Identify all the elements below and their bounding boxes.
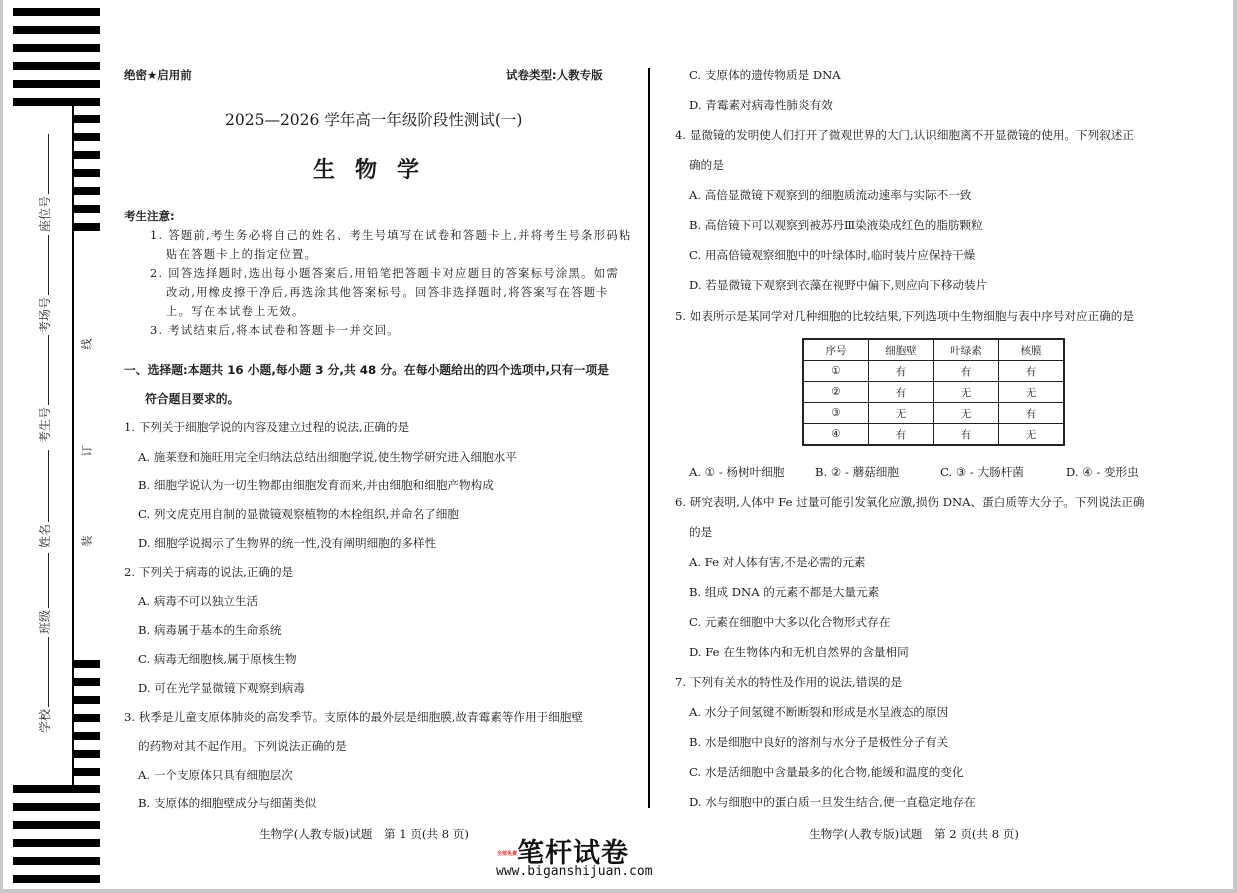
question-1-option-b[interactable]: B. 细胞学说认为一切生物都由细胞发育而来,并由细胞和细胞产物构成 [138,478,494,492]
table-cell: 有 [869,424,934,446]
question-4-option-c[interactable]: C. 用高倍镜观察细胞中的叶绿体时,临时装片应保持干燥 [689,248,976,262]
section-heading: 一、选择题:本题共 16 小题,每小题 3 分,共 48 分。在每小题给出的四个选项中,只有一项是 [124,363,609,377]
barcode-stripe [13,875,100,883]
question-5-option-b[interactable]: B. ② - 蘑菇细胞 [815,465,899,479]
table-cell: 有 [869,382,934,403]
barcode-stripe [73,768,100,776]
table-cell: 无 [934,382,999,403]
question-4-stem-line-1: 4. 显微镜的发明使人们打开了微观世界的大门,认识细胞离不开显微镜的使用。下列叙述正 [675,128,1134,142]
question-3-stem-line-2: 的药物对其不起作用。下列说法正确的是 [138,739,347,753]
barcode-stripe [73,714,100,722]
notice-item-2-line-3: 上。写在本试卷上无效。 [166,305,305,318]
barcode-stripe [13,80,100,88]
table-cell: 无 [999,382,1065,403]
barcode-stripe [13,26,100,34]
question-3-option-a[interactable]: A. 一个支原体只具有细胞层次 [138,768,293,782]
fill-in-line [47,637,49,707]
question-5-stem: 5. 如表所示是某同学对几种细胞的比较结果,下列选项中生物细胞与表中序号对应正确的是 [675,309,1134,323]
table-row [803,424,1064,446]
question-5-option-c[interactable]: C. ③ - 大肠杆菌 [940,465,1024,479]
notice-item-2-line-1: 2. 回答选择题时,选出每小题答案后,用铅笔把答题卡对应题目的答案标号涂黑。如需 [150,267,619,280]
barcode-stripe [13,8,100,16]
fill-in-line [47,553,49,608]
table-header-cell: 叶绿素 [934,339,999,361]
binding-mark-line: 线 [80,338,94,350]
question-6-option-b[interactable]: B. 组成 DNA 的元素不都是大量元素 [689,585,880,599]
question-1-option-d[interactable]: D. 细胞学说揭示了生物界的统一性,没有阐明细胞的多样性 [138,536,437,550]
field-seat-number[interactable] [36,134,53,232]
section-heading-cont: 符合题目要求的。 [145,392,240,406]
barcode-stripe [13,821,100,829]
question-4-option-b[interactable]: B. 高倍镜下可以观察到被苏丹Ⅲ染液染成红色的脂肪颗粒 [689,218,983,232]
field-name[interactable] [36,450,53,548]
table-header-cell: 核膜 [999,339,1065,361]
fill-in-line [47,134,49,194]
barcode-stripe [13,857,100,865]
barcode-stripe [73,223,100,231]
question-5-option-d[interactable]: D. ④ - 变形虫 [1066,465,1139,479]
table-header-cell: 细胞壁 [869,339,934,361]
table-cell: ② [803,382,869,403]
binding-mark-staple: 订 [80,445,94,457]
secrecy-label: 绝密★启用前 [124,68,192,82]
barcode-stripe [73,678,100,686]
fill-in-line [47,235,49,295]
question-6-option-a[interactable]: A. Fe 对人体有害,不是必需的元素 [689,555,866,569]
table-cell: ③ [803,403,869,424]
question-2-option-b[interactable]: B. 病毒属于基本的生命系统 [138,623,282,637]
barcode-stripe [13,98,100,106]
column-divider [648,68,650,808]
table-cell: 无 [999,424,1065,446]
table-header-cell: 序号 [803,339,869,361]
table-cell: 有 [999,403,1065,424]
table-row [803,382,1064,403]
notice-item-2-line-2: 改动,用橡皮擦干净后,再选涂其他答案标号。回答非选择题时,将答案写在答题卡 [166,286,609,299]
field-exam-room-number[interactable] [36,235,53,333]
table-cell: 有 [934,424,999,446]
barcode-stripe [73,696,100,704]
barcode-stripe [73,187,100,195]
page-1-footer: 生物学(人教专版)试题 第 1 页(共 8 页) [259,827,469,841]
question-3-option-d[interactable]: D. 青霉素对病毒性肺炎有效 [689,98,833,112]
question-4-option-a[interactable]: A. 高倍显微镜下观察到的细胞质流动速率与实际不一致 [689,188,972,202]
table-cell: 有 [934,361,999,382]
barcode-stripe [73,205,100,213]
question-7-option-d[interactable]: D. 水与细胞中的蛋白质一旦发生结合,便一直稳定地存在 [689,795,976,809]
exam-title: 2025—2026 学年高一年级阶段性测试(一) [225,111,523,129]
table-row [803,361,1064,382]
question-1-stem: 1. 下列关于细胞学说的内容及建立过程的说法,正确的是 [124,420,410,434]
page-2-footer: 生物学(人教专版)试题 第 2 页(共 8 页) [809,827,1019,841]
question-3-stem-line-1: 3. 秋季是儿童支原体肺炎的高发季节。支原体的最外层是细胞膜,故青霉素等作用于细胞壁 [124,710,583,724]
field-class[interactable] [36,553,53,634]
question-2-option-d[interactable]: D. 可在光学显微镜下观察到病毒 [138,681,305,695]
question-1-option-c[interactable]: C. 列文虎克用自制的显微镜观察植物的木栓组织,并命名了细胞 [138,507,459,521]
exam-paper-spread [3,0,1233,889]
field-label: 学校 [38,708,52,733]
field-school[interactable] [36,637,53,733]
table-cell: 有 [999,361,1065,382]
table-cell: 无 [869,403,934,424]
question-6-stem-line-1: 6. 研究表明,人体中 Fe 过量可能引发氧化应激,损伤 DNA、蛋白质等大分子。下列说法正确 [675,495,1145,509]
question-2-option-a[interactable]: A. 病毒不可以独立生活 [138,594,259,608]
table-cell: 有 [869,361,934,382]
paper-type-label: 试卷类型:人教专版 [506,68,603,82]
binding-mark-bind: 装 [80,535,94,547]
field-label: 姓名 [38,523,52,548]
question-7-option-c[interactable]: C. 水是活细胞中含量最多的化合物,能缓和温度的变化 [689,765,964,779]
field-label: 考场号 [38,296,52,333]
question-5-option-a[interactable]: A. ① - 杨树叶细胞 [689,465,785,479]
barcode-stripe [73,660,100,668]
watermark-tag: 全部免费 [497,851,518,857]
cell-comparison-table [802,338,1065,446]
field-candidate-number[interactable] [36,335,53,443]
barcode-stripe [13,803,100,811]
field-label: 考生号 [38,406,52,443]
notice-item-3-line-1: 3. 考试结束后,将本试卷和答题卡一并交回。 [150,324,400,337]
question-6-stem-line-2: 的是 [689,525,713,539]
notice-item-1-line-2: 贴在答题卡上的指定位置。 [166,248,318,261]
fill-in-line [47,450,49,522]
table-row [803,403,1064,424]
question-7-option-a[interactable]: A. 水分子间氢键不断断裂和形成是水呈液态的原因 [689,705,949,719]
notice-heading: 考生注意: [124,209,175,223]
barcode-stripe [13,44,100,52]
barcode-stripe [73,151,100,159]
field-label: 座位号 [38,195,52,232]
question-2-option-c[interactable]: C. 病毒无细胞核,属于原核生物 [138,652,297,666]
question-7-option-b[interactable]: B. 水是细胞中良好的溶剂与水分子是极性分子有关 [689,735,949,749]
barcode-stripe [73,115,100,123]
watermark-brand: 笔杆试卷 [517,838,629,869]
question-6-option-d[interactable]: D. Fe 在生物体内和无机自然界的含量相同 [689,645,909,659]
barcode-stripe [73,169,100,177]
barcode-stripe [13,785,100,793]
question-7-stem: 7. 下列有关水的特性及作用的说法,错误的是 [675,675,903,689]
barcode-stripe [13,62,100,70]
notice-item-1-line-1: 1. 答题前,考生务必将自己的姓名、考生号填写在试卷和答题卡上,并将考生号条形码粘 [150,229,632,242]
watermark-url: www.biganshijuan.com [496,864,653,879]
table-cell: ④ [803,424,869,446]
question-3-option-c[interactable]: C. 支原体的遗传物质是 DNA [689,68,841,82]
table-cell: ① [803,361,869,382]
barcode-stripe [73,732,100,740]
binding-line [72,106,74,786]
question-6-option-c[interactable]: C. 元素在细胞中大多以化合物形式存在 [689,615,891,629]
field-label: 班级 [38,609,52,634]
barcode-stripe [13,839,100,847]
question-2-stem: 2. 下列关于病毒的说法,正确的是 [124,565,294,579]
table-header-row [803,339,1064,361]
fill-in-line [47,335,49,405]
table-cell: 无 [934,403,999,424]
barcode-stripe [73,133,100,141]
question-4-stem-line-2: 确的是 [689,158,724,172]
barcode-stripe [73,750,100,758]
question-3-option-b[interactable]: B. 支原体的细胞壁成分与细菌类似 [138,796,317,810]
question-1-option-a[interactable]: A. 施莱登和施旺用完全归纳法总结出细胞学说,使生物学研究进入细胞水平 [138,450,517,464]
question-4-option-d[interactable]: D. 若显微镜下观察到衣藻在视野中偏下,则应向下移动装片 [689,278,988,292]
subject-title: 生物学 [313,158,440,183]
